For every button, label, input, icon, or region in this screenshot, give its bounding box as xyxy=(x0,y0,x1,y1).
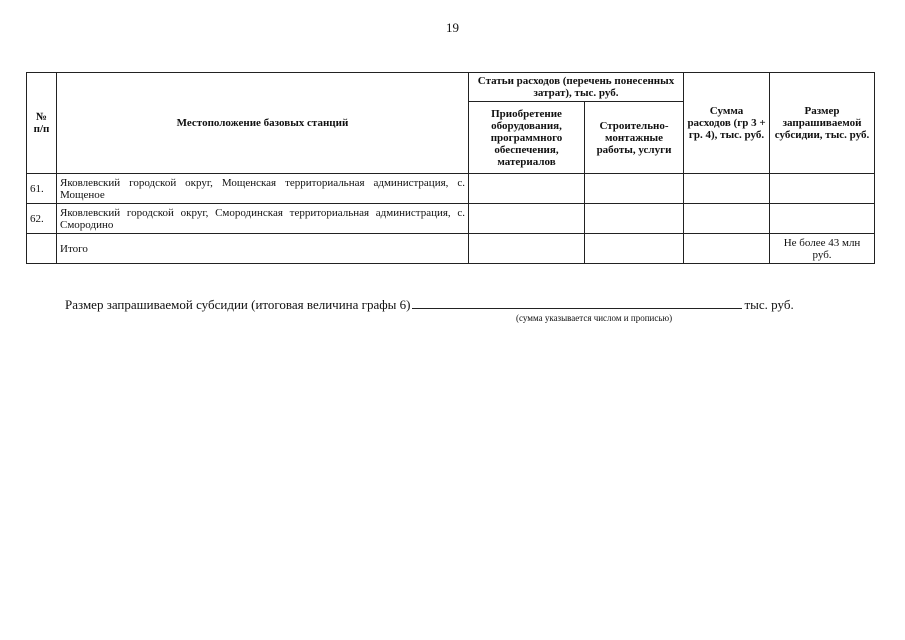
row-subsidy xyxy=(770,174,875,204)
header-subsidy: Размер запрашиваемой субсидии, тыс. руб. xyxy=(770,73,875,174)
row-location: Яковлевский городской округ, Мощенская территориальная администрация, с. Мощеное xyxy=(57,174,469,204)
table-row xyxy=(27,174,875,204)
header-construction: Строительно-монтажные работы, услуги xyxy=(585,102,684,174)
row-equipment xyxy=(469,204,585,234)
total-label: Итого xyxy=(57,234,469,264)
summary-text: Размер запрашиваемой субсидии (итоговая величина графы 6) xyxy=(65,297,411,312)
row-number: 62. xyxy=(27,204,57,234)
header-number: № п/п xyxy=(27,73,57,174)
summary-unit: тыс. руб. xyxy=(744,297,794,312)
row-construction xyxy=(585,204,684,234)
cost-table xyxy=(26,72,875,264)
row-subsidy xyxy=(770,204,875,234)
row-construction xyxy=(585,174,684,204)
row-equipment xyxy=(469,174,585,204)
row-total xyxy=(684,174,770,204)
summary-hint: (сумма указывается числом и прописью) xyxy=(516,313,673,323)
header-location: Местоположение базовых станций xyxy=(57,73,469,174)
summary-blank-field[interactable] xyxy=(412,296,742,309)
page-number: 19 xyxy=(446,20,459,35)
total-subsidy: Не более 43 млн руб. xyxy=(770,234,875,264)
total-row xyxy=(27,234,875,264)
header-cost-items: Статьи расходов (перечень понесенных затрат), тыс. руб. xyxy=(469,73,684,102)
row-number: 61. xyxy=(27,174,57,204)
table-row xyxy=(27,204,875,234)
header-total-expenses: Сумма расходов (гр 3 + гр. 4), тыс. руб. xyxy=(684,73,770,174)
summary-line xyxy=(65,296,855,313)
row-location: Яковлевский городской округ, Смородинская территориальная администрация, с. Смородино xyxy=(57,204,469,234)
header-equipment: Приобретение оборудования, программного обеспечения, материалов xyxy=(469,102,585,174)
row-total xyxy=(684,204,770,234)
